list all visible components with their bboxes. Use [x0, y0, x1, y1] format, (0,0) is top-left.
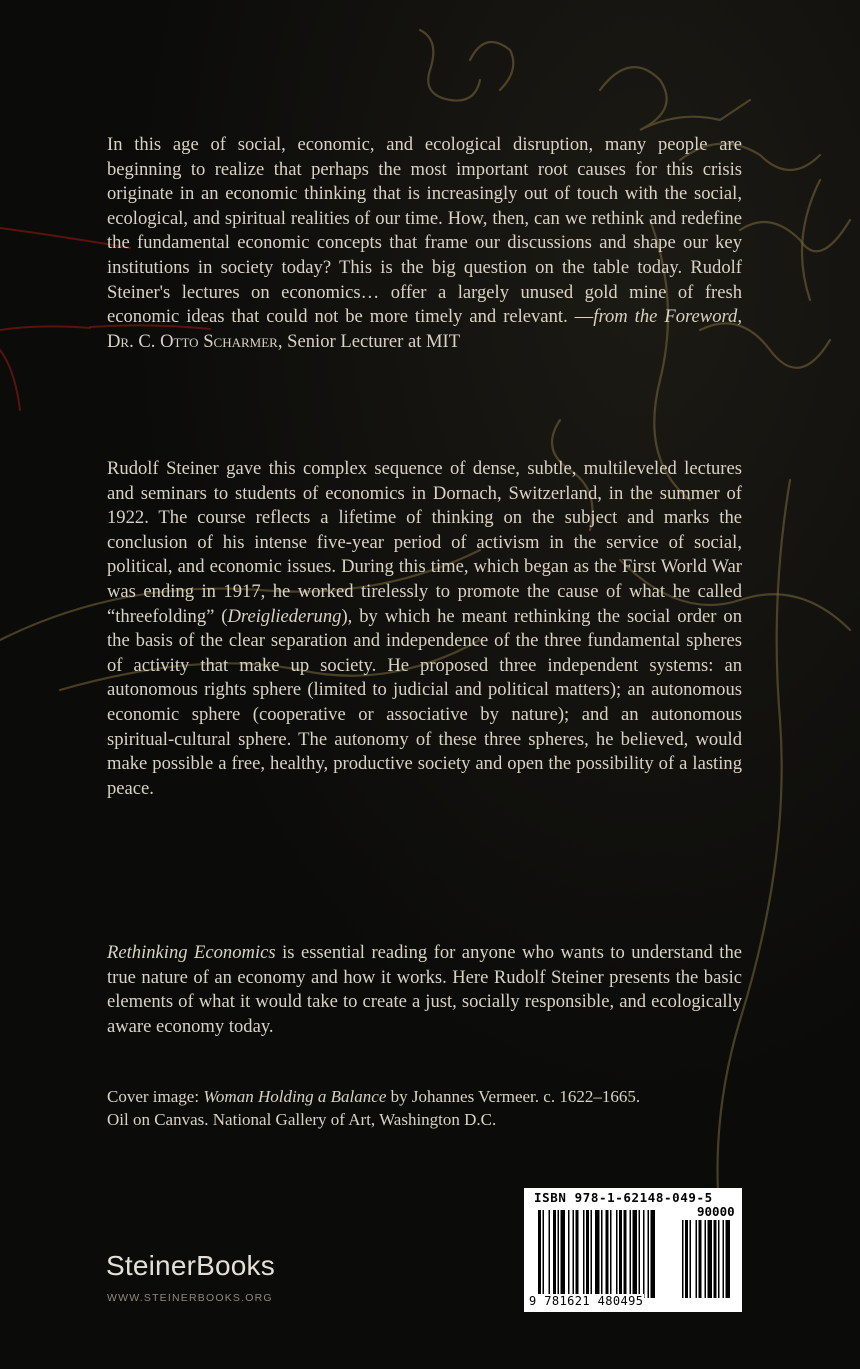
german-term: Dreigliederung [227, 605, 342, 627]
description-paragraph [107, 457, 742, 801]
quote-dash: — [567, 306, 594, 328]
description-text-part-2: ), by which he meant rethinking the social order on the basis of the clear separation and independence of the three fundamental spheres of activity that make up society. He proposed three independent systems: an autonomous rights sphere (limited to judicial and political matters); an autonomous economic sphere (cooperative or associative by nature); and an autonomous spiritual-cultural sphere. The autonomy of these three spheres, he believed, would make possible a free, healthy, productive society and open the possibility of a lasting peace. [107, 605, 742, 799]
quote-source: from the Foreword, [593, 306, 742, 328]
publisher-website: WWW.STEINERBOOKS.ORG [107, 1292, 273, 1304]
closing-text: is essential reading for anyone who wants to understand the true nature of an economy and how it works. Here Rudolf Steiner presents the basic elements of what it would take to create a just, socially responsible, and ecologically aware economy today. [107, 942, 743, 1037]
isbn-label: ISBN 978-1-62148-049-5 [534, 1190, 713, 1205]
quote-author-name: Dr. C. Otto Scharmer [107, 330, 278, 352]
book-title: Rethinking Economics [107, 942, 276, 963]
quote-text: In this age of social, economic, and ecological disruption, many people are beginning to realize that perhaps the most important root causes for this crisis originate in an economic thinking that is increasingly out of touch with the social, ecological, and spiritual realities of our time. How, then, can we rethink and redefine the fundamental economic concepts that frame our discussions and shape our key institutions in society today? This is the big question on the table today. Rudolf Steiner's lectures on economics… offer a largely unused gold mine of fresh economic ideas that could not be more timely and relevant. [107, 134, 742, 328]
credit-medium: Oil on Canvas. National Gallery of Art, Washington D.C. [107, 1110, 497, 1129]
credit-artist: by Johannes Vermeer. c. 1622–1665. [386, 1087, 641, 1106]
quote-author-role: , Senior Lecturer at MIT [277, 330, 461, 352]
cover-image-credit [107, 1085, 727, 1131]
barcode-digits: 9 781621 480495 [529, 1294, 644, 1308]
publisher-logo: SteinerBooks [106, 1250, 275, 1281]
credit-prefix: Cover image: [107, 1087, 204, 1106]
isbn-barcode [524, 1188, 742, 1312]
closing-paragraph [107, 941, 742, 1039]
artwork-title: Woman Holding a Balance [203, 1087, 387, 1106]
price-code: 90000 [697, 1204, 735, 1219]
foreword-quote [107, 133, 742, 354]
description-text-part-1: Rudolf Steiner gave this complex sequence of dense, subtle, multileveled lectures and seminars to students of economics in Dornach, Switzerland, in the summer of 1922. The course reflects a lifetime of thinking on the subject and marks the conclusion of his intense five-year period of activism in the service of social, political, and economic issues. During this time, which began as the First World War was ending in 1917, he worked tirelessly to promote the cause of what he called “threefolding” ( [107, 458, 742, 627]
